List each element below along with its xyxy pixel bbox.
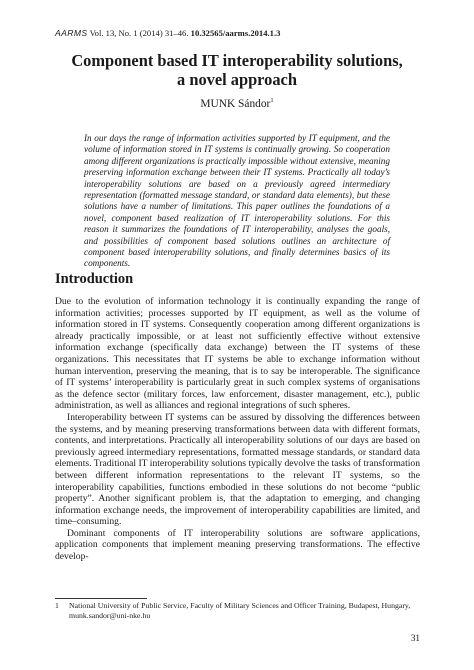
section-heading-introduction: Introduction: [55, 271, 134, 287]
body-paragraph: Due to the evolution of information technology it is continually expanding the range of information activities; processes supported by IT equipment, as well as the volume of information stored in IT systems. Consequently cooperation among different organizations is already practically impossible, or at least not sufficiently effective without extensive information exchange (specifically data exchange) between the IT systems of these organizations. This necessitates that IT systems be able to exchange information without human intervention, preserving the meaning, that is to say be interoperable. The significance of IT systems’ interoperability is particularly great in such complex systems of organisations as the defence sector (military forces, law enforcement, disaster management, etc.), public administration, as well as alliances and regional integrations of such spheres.: [55, 296, 420, 412]
paper-title: [40, 51, 434, 89]
author-line: [40, 94, 434, 111]
title-line-1: Component based IT interoperability solutions,: [71, 51, 403, 70]
abstract: In our days the range of information activities supported by IT equipment, and the volume of information stored in IT systems is continually growing. So cooperation among different organizations is practically impossible without extensive, meaning preserving information exchange between their IT systems. Practically all today’s interoperability solutions are based on a previously agreed intermediary representation (formatted message standard, or standard data elements), but these solutions have a number of limitations. This paper outlines the foundations of a novel, component based realization of IT interoperability solutions. For this reason it summarizes the foundations of IT interoperability, analyses the goals, and possibilities of component based solutions outlines an architecture of component based interoperability solutions, and finally determines basics of its components.: [84, 133, 390, 269]
journal-logo: AARMS: [55, 28, 88, 38]
title-line-2: a novel approach: [177, 70, 297, 89]
citation-info: Vol. 13, No. 1 (2014) 31–46.: [89, 28, 189, 38]
author-name: MUNK Sándor: [200, 98, 271, 110]
footnote: [55, 601, 425, 621]
footnote-number: 1: [55, 601, 59, 610]
page-number: 31: [410, 633, 420, 643]
doi-link[interactable]: 10.32565/aarms.2014.1.3: [190, 28, 281, 38]
introduction-body: [55, 296, 420, 563]
body-paragraph: Dominant components of IT interoperability solutions are software applications, application components that implement meaning preserving transformations. The effective develop-: [55, 527, 420, 563]
footnote-divider: [55, 598, 147, 599]
body-paragraph: Interoperability between IT systems can be assured by dissolving the differences between the systems, and by meaning preserving transformations between data with different formats, contents, and interpretations. Practically all interoperability solutions of our days are based on previously agreed intermediary representations, formatted message standards, or standard data elements. Traditional IT interoperability solutions typically devolve the tasks of transformation between different information representations to the relevant IT systems, so the interoperability capabilities, functions embodied in these solutions do not become “public property”. Another significant problem is, that the adaptation to emerging, and changing information exchange needs, the improvement of interoperability capabilities are limited, and time–consuming.: [55, 411, 420, 528]
footnote-text: National University of Public Service, Faculty of Military Sciences and Officer Training, Budapest, Hungary, munk.sandor@uni-nke.hu: [69, 601, 411, 620]
author-footnote-mark[interactable]: 1: [270, 97, 274, 104]
running-header: [55, 28, 425, 39]
